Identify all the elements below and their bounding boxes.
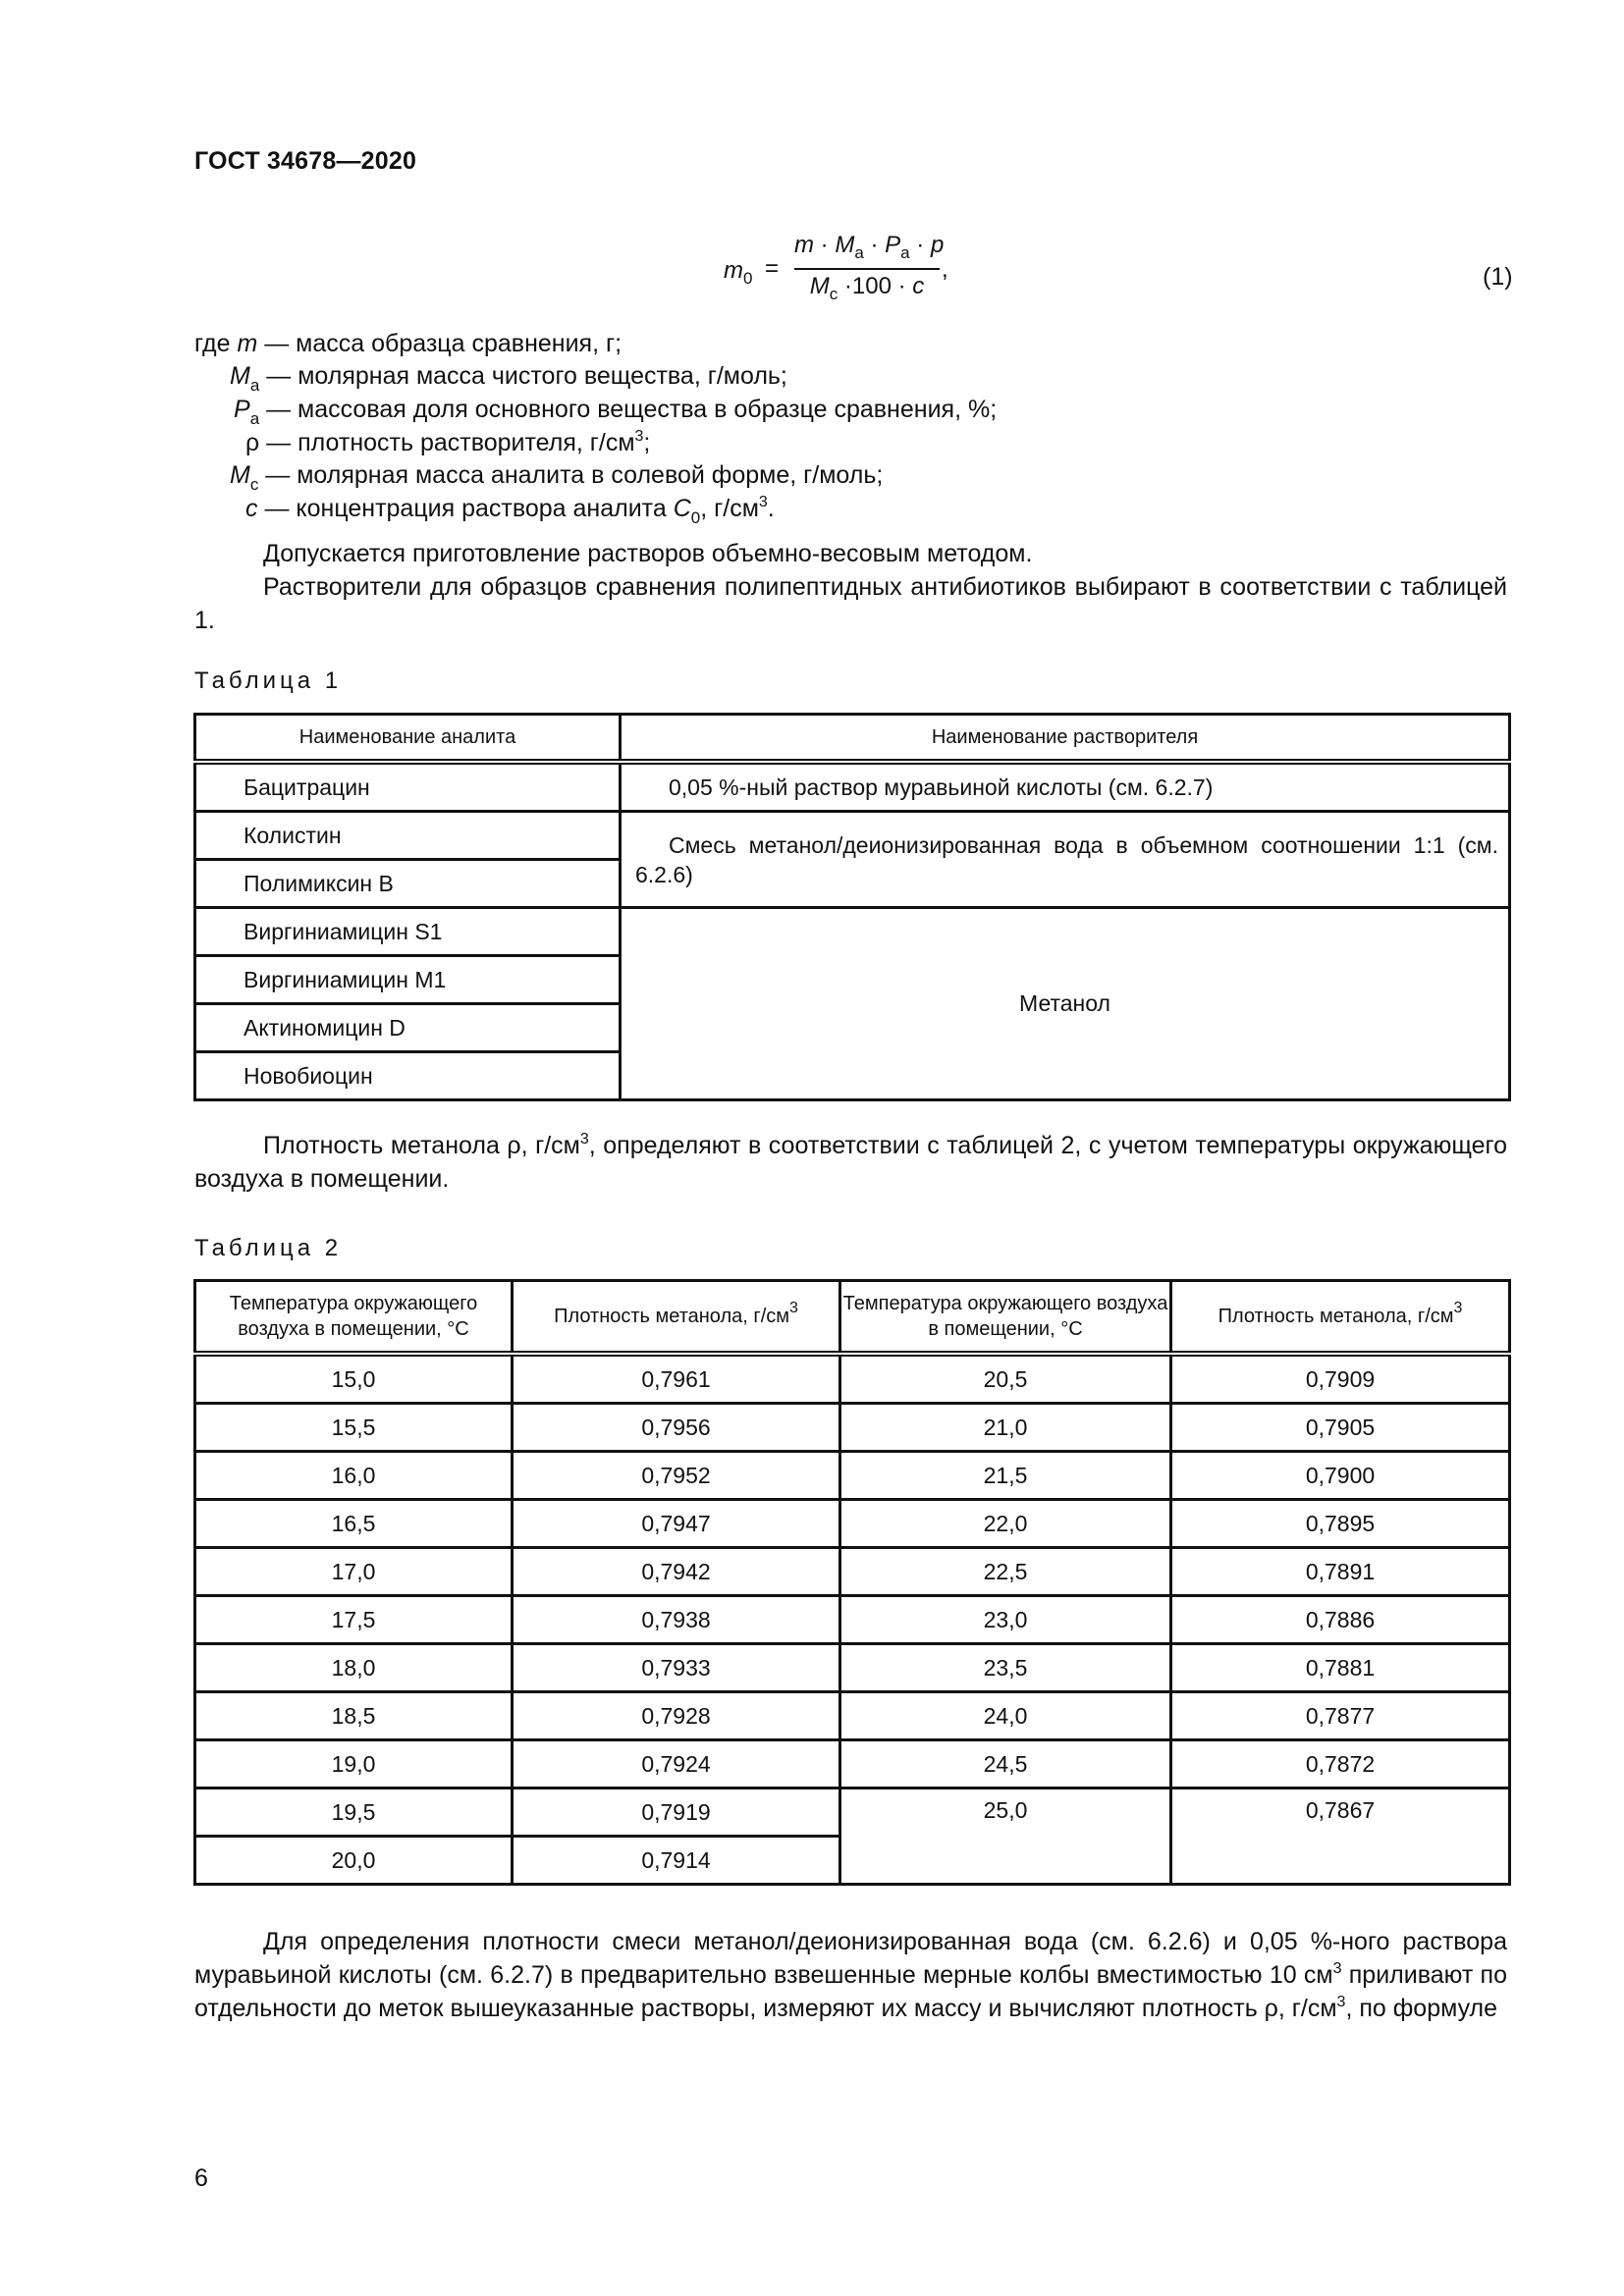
table-row: [195, 1404, 1510, 1452]
table-header-row: [195, 715, 1510, 763]
density-cell: 0,7909: [1171, 1354, 1510, 1404]
analyte-cell: Актиномицин D: [195, 1004, 621, 1052]
temperature-cell: 18,0: [195, 1644, 513, 1692]
density-cell: 0,7872: [1171, 1740, 1510, 1789]
density-cell: 0,7867: [1171, 1789, 1510, 1885]
column-header-temperature: Температура окружающего воздуха в помещении, °C: [195, 1281, 513, 1355]
analyte-cell: Бацитрацин: [195, 762, 621, 812]
temperature-cell: 16,0: [195, 1452, 513, 1500]
table-row: [195, 1692, 1510, 1740]
analyte-cell: Новобиоцин: [195, 1052, 621, 1100]
paragraph-density-procedure: Для определения плотности смеси метанол/деионизированная вода (см. 6.2.6) и 0,05 %-ного раствора муравьиной кислоты (см. 6.2.7) в предварительно взвешенные мерные колбы вместимостью 10 $см^3$ приливают по отдельности до меток вышеуказанные растворы, измеряют их массу и вычисляют плотность ρ, $г/см^3$, по формуле: [194, 1928, 1507, 2022]
definition-Mc: $M_c$ — молярная масса аналита в солевой форме, г/моль;: [230, 461, 884, 494]
table-row: [195, 762, 1510, 812]
equation-number: (1): [1483, 263, 1513, 291]
definition-m: где m — масса образца сравнения, г;: [194, 330, 623, 357]
temperature-cell: 17,5: [195, 1596, 513, 1644]
solvent-cell: Метанол: [621, 908, 1510, 1100]
temperature-cell: 20,5: [840, 1354, 1171, 1404]
column-header-density: Плотность метанола, $г/см^3$: [1171, 1281, 1510, 1355]
temperature-cell: 19,5: [195, 1789, 513, 1837]
table-row: [195, 1500, 1510, 1548]
table-header-row: [195, 1281, 1510, 1355]
column-header-temperature: Температура окружающего воздуха в помещении, °C: [840, 1281, 1171, 1355]
density-cell: 0,7895: [1171, 1500, 1510, 1548]
temperature-cell: 22,5: [840, 1548, 1171, 1596]
formula-equals: =: [765, 255, 780, 282]
analyte-cell: Полимиксин В: [195, 860, 621, 908]
table-row: [195, 812, 1510, 860]
table-row: [195, 1548, 1510, 1596]
temperature-cell: 18,5: [195, 1692, 513, 1740]
density-cell: 0,7947: [513, 1500, 840, 1548]
column-header-solvent: Наименование растворителя: [621, 715, 1510, 763]
density-cell: 0,7952: [513, 1452, 840, 1500]
density-cell: 0,7961: [513, 1354, 840, 1404]
fraction-bar: [794, 268, 940, 270]
definition-Pa: $P_a$ — массовая доля основного вещества в образце сравнения, %;: [234, 396, 998, 428]
density-cell: 0,7877: [1171, 1692, 1510, 1740]
page-number: 6: [194, 2164, 208, 2192]
analyte-cell: Виргиниамицин M1: [195, 956, 621, 1004]
formula-lhs: $m_0$: [724, 257, 753, 288]
temperature-cell: 24,5: [840, 1740, 1171, 1789]
density-cell: 0,7942: [513, 1548, 840, 1596]
density-cell: 0,7881: [1171, 1644, 1510, 1692]
temperature-cell: 19,0: [195, 1740, 513, 1789]
temperature-cell: 21,0: [840, 1404, 1171, 1452]
table-1-solvents: [193, 713, 1511, 1101]
document-header: ГОСТ 34678—2020: [194, 147, 417, 175]
density-cell: 0,7886: [1171, 1596, 1510, 1644]
table-row: [195, 1789, 1510, 1837]
temperature-cell: 20,0: [195, 1837, 513, 1885]
density-cell: 0,7919: [513, 1789, 840, 1837]
analyte-cell: Виргиниамицин S1: [195, 908, 621, 956]
temperature-cell: 22,0: [840, 1500, 1171, 1548]
definition-rho: ρ — плотность растворителя, $г/см^3$;: [245, 428, 651, 456]
density-cell: 0,7956: [513, 1404, 840, 1452]
analyte-cell: Колистин: [195, 812, 621, 860]
table-row: [195, 1452, 1510, 1500]
formula-numerator: $m \cdot M_a \cdot P_a \cdot p$: [794, 232, 945, 262]
temperature-cell: 15,0: [195, 1354, 513, 1404]
temperature-cell: 17,0: [195, 1548, 513, 1596]
density-cell: 0,7891: [1171, 1548, 1510, 1596]
formula-denominator: $M_c \cdot 100 \cdot c$: [809, 273, 925, 303]
density-cell: 0,7924: [513, 1740, 840, 1789]
paragraph-allowed: Допускается приготовление растворов объемно-весовым методом.: [263, 540, 1033, 567]
temperature-cell: 25,0: [840, 1789, 1171, 1885]
solvent-cell: Смесь метанол/деионизированная вода в объемном соотношении 1:1 (см. 6.2.6): [621, 812, 1510, 908]
temperature-cell: 23,5: [840, 1644, 1171, 1692]
column-header-analyte: Наименование аналита: [195, 715, 621, 763]
temperature-cell: 21,5: [840, 1452, 1171, 1500]
temperature-cell: 24,0: [840, 1692, 1171, 1740]
temperature-cell: 23,0: [840, 1596, 1171, 1644]
temperature-cell: 16,5: [195, 1500, 513, 1548]
definition-c: c — концентрация раствора аналита $C_0$, $г/см^3$.: [245, 494, 775, 527]
paragraph-solvents: Растворители для образцов сравнения полипептидных антибиотиков выбирают в соответствии с таблицей 1.: [194, 573, 1507, 634]
column-header-density: Плотность метанола, $г/см^3$: [513, 1281, 840, 1355]
density-cell: 0,7905: [1171, 1404, 1510, 1452]
table1-caption: Таблица 1: [194, 667, 343, 694]
density-cell: 0,7933: [513, 1644, 840, 1692]
table-row: [195, 1644, 1510, 1692]
table2-caption: Таблица 2: [194, 1235, 343, 1261]
solvent-cell: 0,05 %-ный раствор муравьиной кислоты (см. 6.2.7): [621, 762, 1510, 812]
density-cell: 0,7914: [513, 1837, 840, 1885]
temperature-cell: 15,5: [195, 1404, 513, 1452]
table-row: [195, 908, 1510, 956]
density-cell: 0,7928: [513, 1692, 840, 1740]
table-row: [195, 1354, 1510, 1404]
density-cell: 0,7900: [1171, 1452, 1510, 1500]
paragraph-methanol-density: Плотность метанола ρ, $г/см^3$, определяют в соответствии с таблицей 2, с учетом температуры окружающего воздуха в помещении.: [194, 1131, 1507, 1193]
table-row: [195, 1596, 1510, 1644]
table-row: [195, 1740, 1510, 1789]
table-2-methanol-density: [193, 1279, 1511, 1886]
density-cell: 0,7938: [513, 1596, 840, 1644]
definition-Ma: $M_a$ — молярная масса чистого вещества, г/моль;: [230, 362, 787, 395]
